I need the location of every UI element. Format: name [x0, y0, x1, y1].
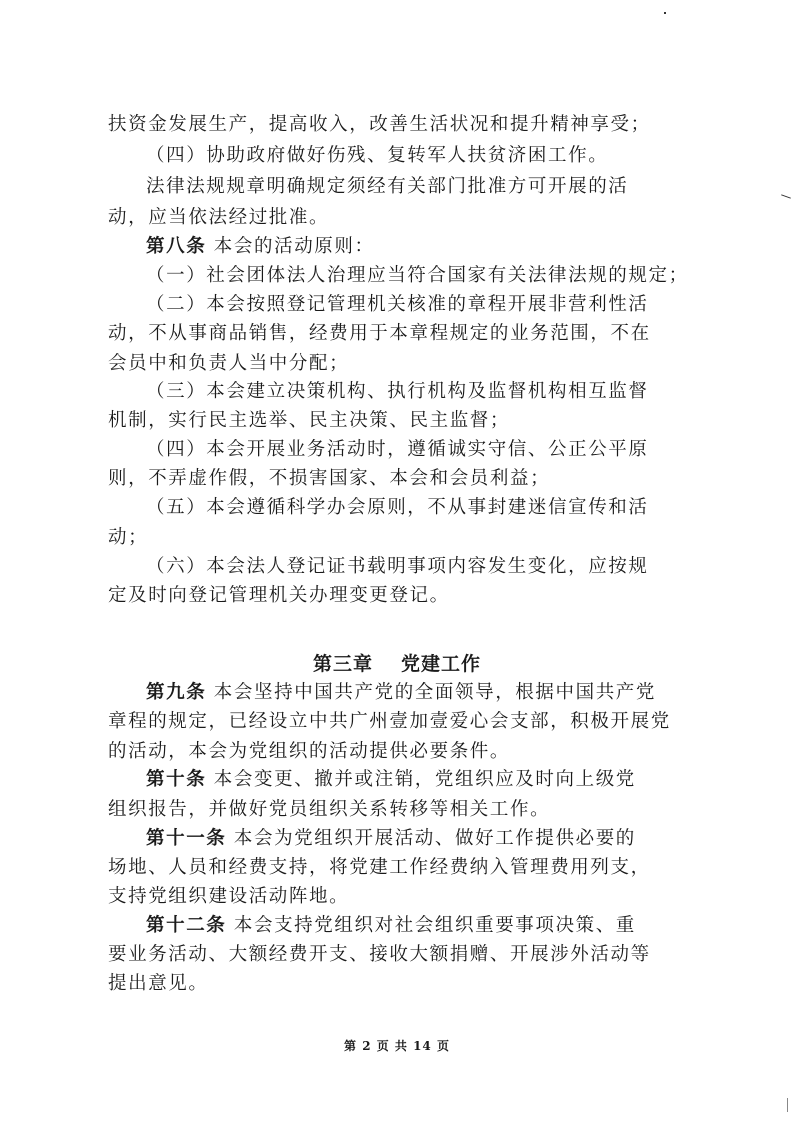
body-line	[146, 144, 746, 168]
body-line	[108, 710, 708, 734]
line-text: （二）本会按照登记管理机关核准的章程开展非营利性活	[146, 294, 649, 315]
line-text: （四）协助政府做好伤残、复转军人扶贫济困工作。	[146, 145, 609, 166]
scan-speck	[664, 12, 666, 14]
line-text: 动，不从事商品销售，经费用于本章程规定的业务范围，不在	[108, 323, 651, 344]
line-text: （五）本会遵循科学办会原则，不从事封建迷信宣传和活	[146, 497, 649, 518]
article-number: 第八条	[146, 236, 207, 257]
body-line	[108, 526, 708, 550]
body-line	[108, 467, 708, 491]
body-line	[108, 352, 708, 376]
page-footer: 第 2 页 共 14 页	[344, 1039, 450, 1053]
body-line	[146, 264, 746, 288]
chapter-heading	[0, 649, 794, 676]
article-line	[146, 914, 746, 938]
line-text: 组织报告，并做好党员组织关系转移等相关工作。	[108, 799, 551, 820]
body-line	[146, 555, 746, 579]
body-line	[108, 206, 708, 230]
chapter-title: 党建工作	[401, 653, 482, 675]
line-text: （三）本会建立决策机构、执行机构及监督机构相互监督	[146, 381, 649, 402]
body-line	[108, 798, 708, 822]
line-text: 定及时向登记管理机关办理变更登记。	[108, 585, 450, 606]
body-line	[108, 409, 708, 433]
article-line	[146, 827, 746, 851]
line-text: 动，应当依法经过批准。	[108, 207, 330, 228]
article-line	[146, 768, 746, 792]
line-text: 机制，实行民主选举、民主决策、民主监督；	[108, 410, 511, 431]
body-line	[146, 293, 746, 317]
line-text: 本会变更、撤并或注销，党组织应及时向上级党	[206, 769, 636, 790]
article-line	[146, 235, 746, 259]
line-text: 本会的活动原则：	[206, 236, 375, 257]
article-number: 第十一条	[146, 828, 227, 849]
line-text: （四）本会开展业务活动时，遵循诚实守信、公正公平原	[146, 439, 649, 460]
line-text: 本会为党组织开展活动、做好工作提供必要的	[226, 828, 636, 849]
line-text: 法律法规规章明确规定须经有关部门批准方可开展的活	[146, 176, 629, 197]
line-text: 扶资金发展生产，提高收入，改善生活状况和提升精神享受；	[108, 114, 651, 135]
line-text: 本会坚持中国共产党的全面领导，根据中国共产党	[206, 682, 656, 703]
scan-edge-mark	[787, 1098, 788, 1112]
line-text: 提出意见。	[108, 973, 209, 994]
body-line	[146, 438, 746, 462]
body-line	[146, 380, 746, 404]
line-text: 支持党组织建设活动阵地。	[108, 886, 350, 907]
article-number: 第十条	[146, 769, 207, 790]
body-line	[108, 113, 708, 137]
line-text: 本会支持党组织对社会组织重要事项决策、重	[226, 915, 636, 936]
line-text: （一）社会团体法人治理应当符合国家有关法律法规的规定；	[146, 265, 689, 286]
article-number: 第九条	[146, 682, 207, 703]
body-line	[146, 496, 746, 520]
chapter-number: 第三章	[312, 653, 373, 675]
body-line	[108, 885, 708, 909]
body-line	[108, 584, 708, 608]
body-line	[108, 322, 708, 346]
line-text: 动；	[108, 527, 149, 548]
line-text: 的活动，本会为党组织的活动提供必要条件。	[108, 741, 511, 762]
body-line	[108, 740, 708, 764]
article-line	[146, 681, 746, 705]
body-line	[146, 175, 746, 199]
body-line	[108, 943, 708, 967]
line-text: 则，不弄虚作假，不损害国家、本会和会员利益；	[108, 468, 551, 489]
line-text: 要业务活动、大额经费开支、接收大额捐赠、开展涉外活动等	[108, 944, 651, 965]
line-text: 会员中和负责人当中分配；	[108, 353, 350, 374]
line-text: 章程的规定，已经设立中共广州壹加壹爱心会支部，积极开展党	[108, 711, 671, 732]
scan-speck	[781, 194, 791, 198]
body-line	[108, 856, 708, 880]
line-text: （六）本会法人登记证书载明事项内容发生变化，应按规	[146, 556, 649, 577]
body-line	[108, 972, 708, 996]
line-text: 场地、人员和经费支持，将党建工作经费纳入管理费用列支，	[108, 857, 651, 878]
article-number: 第十二条	[146, 915, 227, 936]
